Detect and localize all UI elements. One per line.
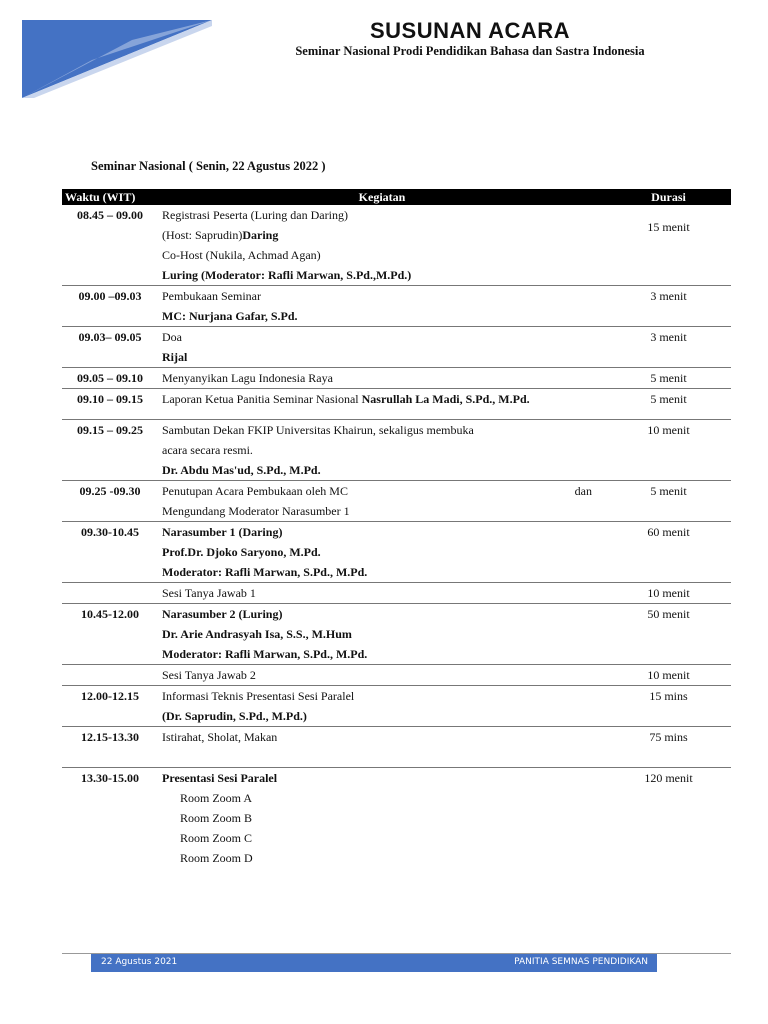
activity-text: Laporan Ketua Panitia Seminar Nasional (162, 392, 362, 406)
row-time: 08.45 – 09.00 (62, 205, 158, 286)
activity-line (162, 501, 602, 521)
row-time: 10.45-12.00 (62, 604, 158, 665)
activity-bold-text: Narasumber 2 (Luring) (162, 607, 283, 621)
activity-text: Co-Host (Nukila, Achmad Agan) (162, 248, 321, 262)
activity-text: Sesi Tanya Jawab 1 (162, 586, 256, 600)
activity-trail-text: dan (574, 484, 592, 498)
activity-line (162, 828, 602, 848)
row-activity (158, 768, 606, 869)
row-duration: 15 mins (606, 686, 731, 727)
activity-text: Room Zoom A (180, 791, 253, 805)
activity-line (162, 706, 602, 726)
row-activity (158, 327, 606, 368)
activity-line (162, 368, 602, 388)
table-row (62, 768, 731, 869)
activity-bold-text: Moderator: Rafli Marwan, S.Pd., M.Pd. (162, 647, 368, 661)
row-duration: 10 menit (606, 583, 731, 604)
activity-bold-text: Presentasi Sesi Paralel (162, 771, 278, 785)
row-activity (158, 389, 606, 420)
row-activity (158, 583, 606, 604)
row-duration: 5 menit (606, 481, 731, 522)
activity-line (162, 562, 602, 582)
activity-line (162, 347, 602, 367)
row-duration: 60 menit (606, 522, 731, 583)
corner-decoration (22, 20, 212, 98)
activity-text: Pembukaan Seminar (162, 289, 261, 303)
table-header-row (62, 189, 731, 205)
table-row (62, 481, 731, 522)
table-row (62, 522, 731, 583)
row-time: 09.30-10.45 (62, 522, 158, 583)
activity-text: acara secara resmi. (162, 443, 253, 457)
activity-text: Informasi Teknis Presentasi Sesi Paralel (162, 689, 355, 703)
activity-text: Menyanyikan Lagu Indonesia Raya (162, 371, 333, 385)
activity-line (162, 542, 602, 562)
activity-line (162, 808, 602, 828)
activity-bold-text: Luring (Moderator: Rafli Marwan, S.Pd.,M.Pd.) (162, 268, 412, 282)
row-time: 12.15-13.30 (62, 727, 158, 768)
table-row (62, 205, 731, 286)
activity-bold-text: Rijal (162, 350, 188, 364)
activity-line (162, 848, 602, 868)
activity-line (162, 727, 602, 747)
table-row (62, 368, 731, 389)
activity-line (162, 624, 602, 644)
row-time: 12.00-12.15 (62, 686, 158, 727)
footer-date: 22 Agustus 2021 (101, 957, 178, 967)
activity-line (162, 286, 602, 306)
activity-text: Room Zoom B (180, 811, 253, 825)
row-activity (158, 368, 606, 389)
row-time (62, 583, 158, 604)
activity-text: Istirahat, Sholat, Makan (162, 730, 278, 744)
activity-line (162, 768, 602, 788)
activity-text: Registrasi Peserta (Luring dan Daring) (162, 208, 348, 222)
activity-line (162, 665, 602, 685)
footer-bar (91, 954, 657, 972)
table-row (62, 389, 731, 420)
activity-line (162, 481, 602, 501)
table-row (62, 665, 731, 686)
row-duration: 3 menit (606, 286, 731, 327)
row-duration: 15 menit (606, 205, 731, 286)
row-activity (158, 604, 606, 665)
row-time: 13.30-15.00 (81, 771, 139, 785)
row-activity (158, 665, 606, 686)
row-activity (158, 286, 606, 327)
activity-text: Mengundang Moderator Narasumber 1 (162, 504, 350, 518)
activity-line (162, 225, 602, 245)
activity-line (162, 583, 602, 603)
header-time: Waktu (WIT) (62, 189, 158, 205)
row-activity (158, 481, 606, 522)
section-heading: Seminar Nasional ( Senin, 22 Agustus 2022 ) (91, 159, 326, 173)
table-row (62, 420, 731, 481)
header-duration: Durasi (606, 189, 731, 205)
activity-line (162, 747, 602, 767)
activity-bold-text: Nasrullah La Madi, S.Pd., M.Pd. (361, 392, 530, 406)
activity-line (162, 788, 602, 808)
document-subtitle: Seminar Nasional Prodi Pendidikan Bahasa dan Sastra Indonesia (295, 44, 645, 58)
row-duration: 50 menit (606, 604, 731, 665)
row-activity (158, 522, 606, 583)
footer-organizer: PANITIA SEMNAS PENDIDIKAN (514, 957, 648, 967)
activity-line (162, 644, 602, 664)
row-time: 09.15 – 09.25 (62, 420, 158, 481)
activity-text: Room Zoom C (180, 831, 253, 845)
table-row (62, 583, 731, 604)
activity-line (162, 306, 602, 326)
activity-text: (Host: Saprudin) (162, 228, 243, 242)
activity-text: Penutupan Acara Pembukaan oleh MC (162, 484, 348, 498)
row-duration: 5 menit (606, 389, 731, 420)
row-activity (158, 727, 606, 768)
activity-line (162, 460, 602, 480)
activity-line (162, 522, 602, 542)
activity-bold-text: MC: Nurjana Gafar, S.Pd. (162, 309, 298, 323)
table-row (62, 286, 731, 327)
table-row (62, 327, 731, 368)
row-duration: 5 menit (606, 368, 731, 389)
row-duration: 120 menit (644, 771, 693, 785)
row-time: 09.25 -09.30 (62, 481, 158, 522)
row-activity (158, 420, 606, 481)
activity-line (162, 205, 602, 225)
activity-line (162, 245, 602, 265)
activity-bold-text: Dr. Arie Andrasyah Isa, S.S., M.Hum (162, 627, 352, 641)
activity-line (162, 389, 602, 409)
activity-line (162, 327, 602, 347)
schedule-body (62, 205, 731, 868)
activity-text: Sambutan Dekan FKIP Universitas Khairun, sekaligus membuka (162, 423, 474, 437)
activity-bold-text: Daring (242, 228, 279, 242)
row-activity (158, 205, 606, 286)
document-title: SUSUNAN ACARA (369, 18, 571, 43)
activity-line (162, 420, 602, 440)
activity-line (162, 440, 602, 460)
row-time: 09.00 –09.03 (62, 286, 158, 327)
row-duration: 3 menit (606, 327, 731, 368)
activity-text: Sesi Tanya Jawab 2 (162, 668, 256, 682)
schedule-table (62, 189, 731, 868)
activity-line (162, 265, 602, 285)
row-duration: 10 menit (606, 420, 731, 481)
row-time (62, 665, 158, 686)
row-activity (158, 686, 606, 727)
header-activity: Kegiatan (158, 189, 606, 205)
activity-line (162, 686, 602, 706)
activity-bold-text: (Dr. Saprudin, S.Pd., M.Pd.) (162, 709, 307, 723)
row-time: 09.05 – 09.10 (62, 368, 158, 389)
activity-text: Doa (162, 330, 182, 344)
table-row (62, 686, 731, 727)
table-row (62, 604, 731, 665)
row-time: 09.03– 09.05 (62, 327, 158, 368)
activity-text: Room Zoom D (180, 851, 253, 865)
activity-bold-text: Narasumber 1 (Daring) (162, 525, 283, 539)
row-time: 09.10 – 09.15 (62, 389, 158, 420)
row-duration: 10 menit (606, 665, 731, 686)
row-duration: 75 mins (606, 727, 731, 768)
activity-bold-text: Prof.Dr. Djoko Saryono, M.Pd. (162, 545, 321, 559)
activity-line (162, 604, 602, 624)
activity-bold-text: Moderator: Rafli Marwan, S.Pd., M.Pd. (162, 565, 368, 579)
table-row (62, 727, 731, 768)
activity-bold-text: Dr. Abdu Mas'ud, S.Pd., M.Pd. (162, 463, 321, 477)
